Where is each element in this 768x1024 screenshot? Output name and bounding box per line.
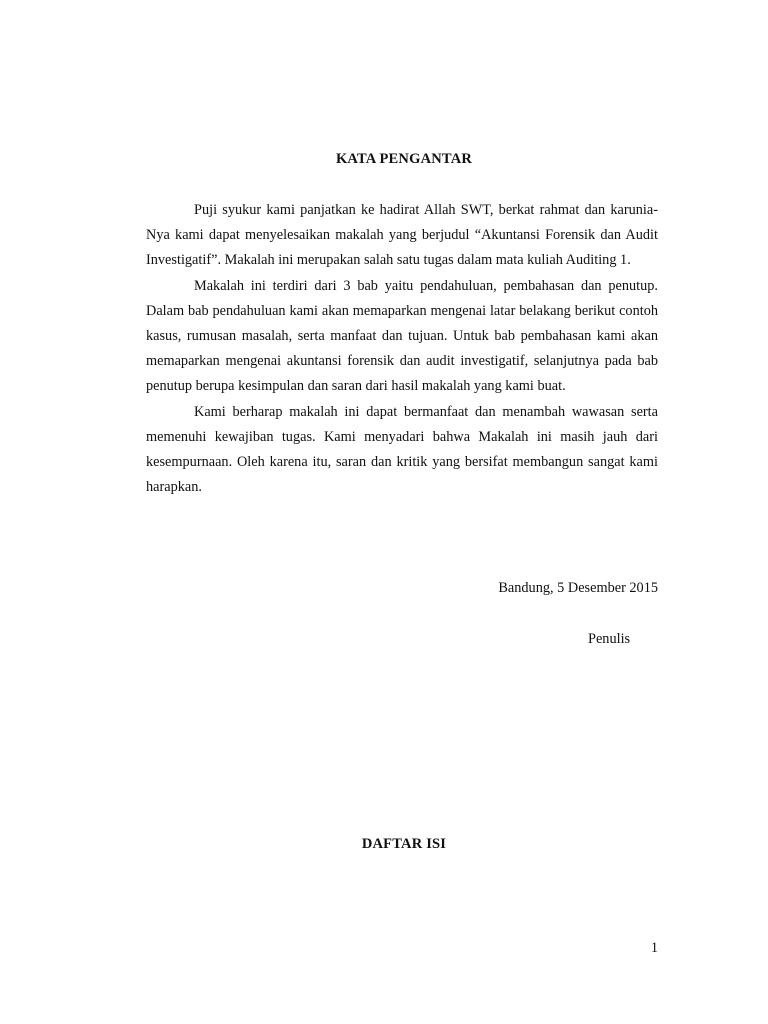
page-title: KATA PENGANTAR bbox=[335, 151, 473, 167]
page-number: 1 bbox=[650, 940, 658, 956]
closing-date: Bandung, 5 Desember 2015 bbox=[498, 580, 658, 596]
paragraph-2: Makalah ini terdiri dari 3 bab yaitu pendahuluan, pembahasan dan penutup. Dalam bab pendahuluan kami akan memaparkan mengenai latar belakang berikut contoh kasus, rumusan masalah, serta manfaat dan tujuan. Untuk bab pembahasan kami akan memaparkan mengenai akuntansi forensik dan audit investigatif, selanjutnya pada bab penutup berupa kesimpulan dan saran dari hasil makalah yang kami buat. bbox=[146, 277, 658, 395]
closing-author: Penulis bbox=[588, 631, 631, 647]
preface-body bbox=[146, 198, 658, 500]
paragraph-1: Puji syukur kami panjatkan ke hadirat Allah SWT, berkat rahmat dan karunia-Nya kami dapat menyelesaikan makalah yang berjudul “Akuntansi Forensik dan Audit Investigatif”. Makalah ini merupakan salah satu tugas dalam mata kuliah Auditing 1. bbox=[146, 202, 658, 269]
section-title-daftar-isi: DAFTAR ISI bbox=[361, 836, 447, 852]
paragraph-3: Kami berharap makalah ini dapat bermanfaat dan menambah wawasan serta memenuhi kewajiban tugas. Kami menyadari bahwa Makalah ini masih jauh dari kesempurnaan. Oleh karena itu, saran dan kritik yang bersifat membangun sangat kami harapkan. bbox=[146, 403, 658, 496]
